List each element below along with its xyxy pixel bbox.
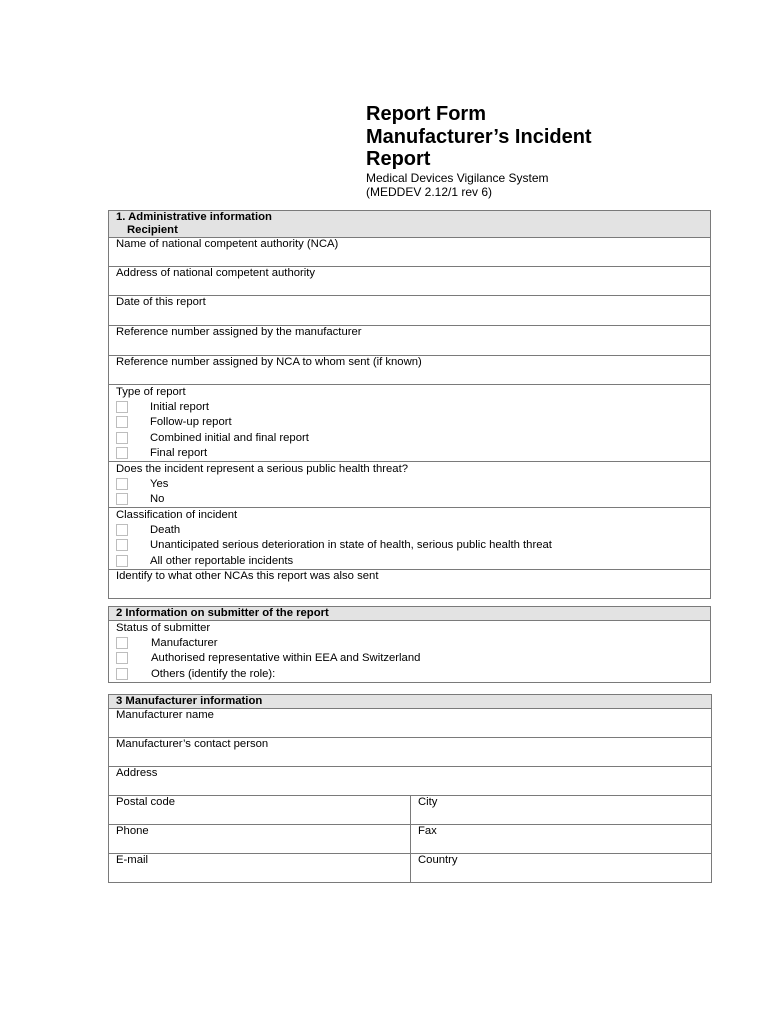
checkbox[interactable] <box>116 401 128 413</box>
report-type-group <box>109 385 711 462</box>
address-field[interactable]: Address <box>109 767 712 796</box>
report-date-field[interactable]: Date of this report <box>109 296 711 326</box>
nca-reference-field[interactable]: Reference number assigned by NCA to whom sent (if known) <box>109 356 711 385</box>
form-title: Manufacturer’s Incident <box>366 125 592 148</box>
option-authorised-representative[interactable]: Authorised representative within EEA and Switzerland <box>116 651 703 667</box>
option-others[interactable]: Others (identify the role): <box>116 666 703 682</box>
contact-person-field[interactable]: Manufacturer’s contact person <box>109 738 712 767</box>
option-follow-up-report[interactable]: Follow-up report <box>116 415 703 431</box>
checkbox[interactable] <box>116 668 128 680</box>
nca-name-field[interactable]: Name of national competent authority (NCA) <box>109 238 711 267</box>
section-title: 2 Information on submitter of the report <box>116 607 329 619</box>
manufacturer-name-field[interactable]: Manufacturer name <box>109 709 712 738</box>
other-ncas-field[interactable]: Identify to what other NCAs this report was also sent <box>109 569 711 598</box>
section-header <box>109 695 712 709</box>
option-final-report[interactable]: Final report <box>116 446 703 462</box>
option-manufacturer[interactable]: Manufacturer <box>116 635 703 651</box>
checkbox[interactable] <box>116 416 128 428</box>
submitter-status-group <box>109 621 711 683</box>
manufacturer-reference-field[interactable]: Reference number assigned by the manufacturer <box>109 326 711 356</box>
section-submitter <box>108 606 711 683</box>
section-header <box>109 607 711 621</box>
checkbox[interactable] <box>116 652 128 664</box>
fax-field[interactable]: Fax <box>411 825 712 854</box>
section-header <box>109 211 711 238</box>
section-title: 1. Administrative information <box>116 211 272 223</box>
form-title-block <box>366 103 592 199</box>
nca-address-field[interactable]: Address of national competent authority <box>109 267 711 296</box>
checkbox[interactable] <box>116 432 128 444</box>
checkbox[interactable] <box>116 478 128 490</box>
checkbox[interactable] <box>116 524 128 536</box>
option-serious-deterioration[interactable]: Unanticipated serious deterioration in state of health, serious public health threat <box>116 538 703 554</box>
checkbox[interactable] <box>116 555 128 567</box>
submitter-status-label: Status of submitter <box>116 622 211 634</box>
form-subtitle: Medical Devices Vigilance System <box>366 170 549 185</box>
classification-label: Classification of incident <box>116 509 238 521</box>
report-type-label: Type of report <box>116 386 186 398</box>
checkbox[interactable] <box>116 637 128 649</box>
checkbox[interactable] <box>116 447 128 459</box>
city-field[interactable]: City <box>411 796 712 825</box>
option-initial-report[interactable]: Initial report <box>116 399 703 415</box>
threat-group <box>109 462 711 508</box>
checkbox[interactable] <box>116 493 128 505</box>
option-death[interactable]: Death <box>116 522 703 538</box>
option-other-incidents[interactable]: All other reportable incidents <box>116 553 703 569</box>
postal-code-field[interactable]: Postal code <box>109 796 411 825</box>
form-subtitle: (MEDDEV 2.12/1 rev 6) <box>366 184 493 199</box>
phone-field[interactable]: Phone <box>109 825 411 854</box>
form-title: Report <box>366 148 431 170</box>
section-manufacturer <box>108 694 712 883</box>
country-field[interactable]: Country <box>411 854 712 883</box>
email-field[interactable]: E-mail <box>109 854 411 883</box>
threat-label: Does the incident represent a serious public health threat? <box>116 463 409 475</box>
form-title: Report Form <box>366 103 486 125</box>
section-administrative <box>108 210 711 599</box>
checkbox[interactable] <box>116 539 128 551</box>
option-no[interactable]: No <box>116 492 703 508</box>
section-subtitle: Recipient <box>127 223 178 236</box>
section-title: 3 Manufacturer information <box>116 695 263 707</box>
classification-group <box>109 508 711 570</box>
option-yes[interactable]: Yes <box>116 476 703 492</box>
option-combined-report[interactable]: Combined initial and final report <box>116 430 703 446</box>
